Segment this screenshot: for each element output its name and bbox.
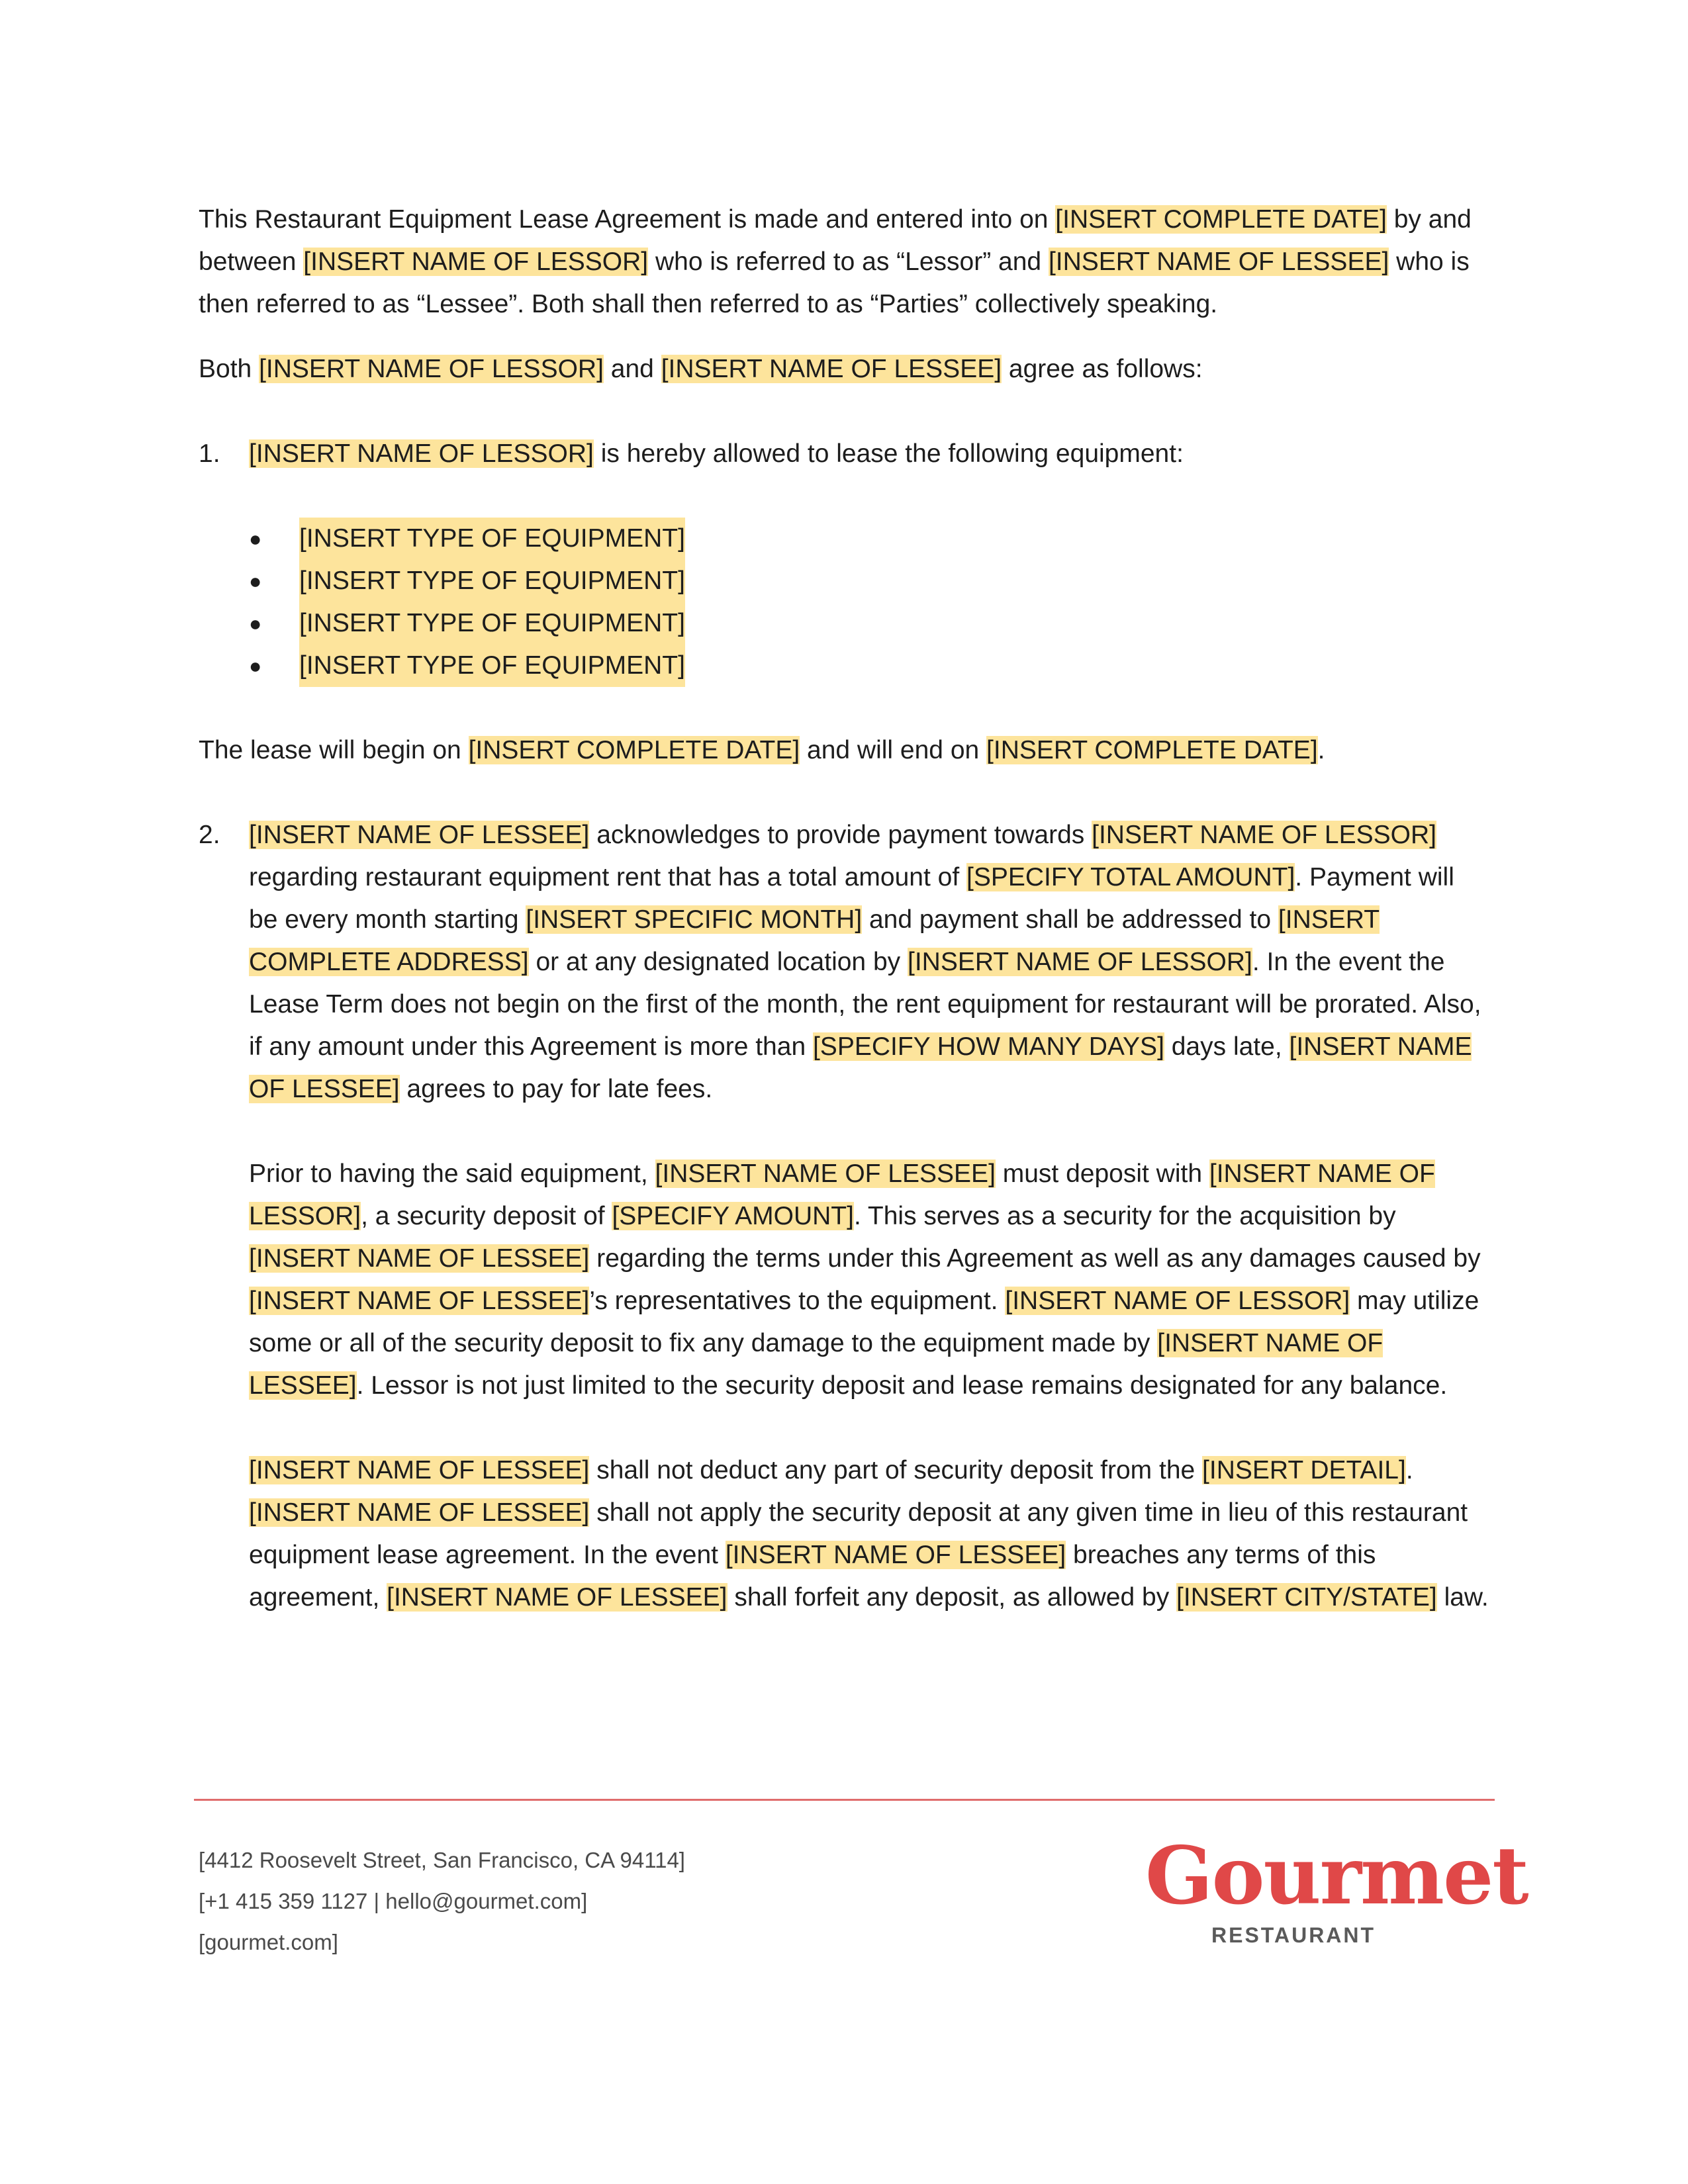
text: acknowledges to provide payment towards bbox=[589, 821, 1092, 849]
placeholder-equipment: [INSERT TYPE OF EQUIPMENT] bbox=[299, 602, 685, 645]
intro-text: who is referred to as “Lessor” and bbox=[648, 248, 1049, 276]
placeholder-address: [INSERT COMPLETE ADDRESS] bbox=[249, 905, 1380, 976]
placeholder-lessee: [INSERT NAME OF LESSEE] bbox=[725, 1541, 1066, 1569]
text: may utilize some or all of the security deposit to fix any damage to the equipment made by bbox=[249, 1287, 1479, 1357]
text: regarding the terms under this Agreement as well as any damages caused by bbox=[589, 1244, 1481, 1273]
list-item bbox=[199, 560, 1489, 602]
intro-text: who is then referred to as “Lessee”. Both shall then referred to as “Parties” collectively speaking. bbox=[199, 248, 1470, 318]
text: . Payment will be every month starting bbox=[249, 863, 1454, 934]
text: days late, bbox=[1164, 1032, 1289, 1061]
text: shall not deduct any part of security deposit from the bbox=[589, 1456, 1203, 1484]
placeholder-end-date: [INSERT COMPLETE DATE] bbox=[986, 736, 1318, 764]
placeholder-days: [SPECIFY HOW MANY DAYS] bbox=[812, 1032, 1164, 1061]
placeholder-start-date: [INSERT COMPLETE DATE] bbox=[468, 736, 800, 764]
placeholder-lessor: [INSERT NAME OF LESSOR] bbox=[1005, 1287, 1350, 1315]
intro-text: by and between bbox=[199, 205, 1472, 276]
clause-number: 2. bbox=[199, 821, 220, 849]
placeholder-lessee: [INSERT NAME OF LESSEE] bbox=[655, 1160, 996, 1188]
text: and will end on bbox=[800, 736, 987, 764]
bullet-icon: ● bbox=[249, 569, 262, 593]
placeholder-lessor: [INSERT NAME OF LESSOR] bbox=[249, 1160, 1435, 1230]
placeholder-equipment: [INSERT TYPE OF EQUIPMENT] bbox=[299, 560, 685, 602]
footer-website: [gourmet.com] bbox=[199, 1930, 338, 1954]
text: . In the event the Lease Term does not begin on the first of the month, the rent equipment for restaurant will be prorated. Also, if any amount under this Agreement is more than bbox=[249, 948, 1481, 1061]
placeholder-date: [INSERT COMPLETE DATE] bbox=[1055, 205, 1387, 234]
intro-paragraph bbox=[199, 199, 1489, 326]
placeholder-amount: [SPECIFY AMOUNT] bbox=[612, 1202, 854, 1230]
clause-number: 1. bbox=[199, 439, 220, 468]
placeholder-month: [INSERT SPECIFIC MONTH] bbox=[526, 905, 863, 934]
lease-term-paragraph bbox=[199, 729, 1489, 772]
placeholder-lessee: [INSERT NAME OF LESSEE] bbox=[249, 1287, 590, 1315]
placeholder-detail: [INSERT DETAIL] bbox=[1202, 1456, 1406, 1484]
placeholder-lessor: [INSERT NAME OF LESSOR] bbox=[303, 248, 649, 276]
placeholder-lessor: [INSERT NAME OF LESSOR] bbox=[1092, 821, 1436, 849]
equipment-list bbox=[199, 518, 1489, 687]
placeholder-lessee: [INSERT NAME OF LESSEE] bbox=[249, 1032, 1472, 1103]
gourmet-logo bbox=[1139, 1829, 1528, 1952]
payment-paragraph bbox=[249, 814, 1489, 1111]
text: Both bbox=[199, 355, 259, 383]
forfeit-paragraph bbox=[249, 1449, 1489, 1619]
intro-text: This Restaurant Equipment Lease Agreement is made and entered into on bbox=[199, 205, 1056, 234]
placeholder-lessor: [INSERT NAME OF LESSOR] bbox=[907, 948, 1252, 976]
text: . bbox=[1317, 736, 1325, 764]
footer-divider bbox=[194, 1799, 1495, 1801]
text: agree as follows: bbox=[1002, 355, 1203, 383]
clause-2 bbox=[199, 814, 1489, 1619]
text: . bbox=[1405, 1456, 1413, 1484]
agreement-paragraph bbox=[199, 348, 1489, 390]
text: . This serves as a security for the acquisition by bbox=[853, 1202, 1396, 1230]
placeholder-lessee: [INSERT NAME OF LESSEE] bbox=[249, 821, 590, 849]
placeholder-equipment: [INSERT TYPE OF EQUIPMENT] bbox=[299, 518, 685, 560]
placeholder-lessee: [INSERT NAME OF LESSEE] bbox=[249, 1498, 590, 1527]
placeholder-city-state: [INSERT CITY/STATE] bbox=[1176, 1583, 1437, 1612]
text: is hereby allowed to lease the following equipment: bbox=[593, 439, 1184, 468]
text: Prior to having the said equipment, bbox=[249, 1160, 655, 1188]
text: , a security deposit of bbox=[361, 1202, 612, 1230]
bullet-icon: ● bbox=[249, 612, 262, 635]
text: and payment shall be addressed to bbox=[862, 905, 1278, 934]
placeholder-lessor: [INSERT NAME OF LESSOR] bbox=[259, 355, 604, 383]
footer-phone-email: [+1 415 359 1127 | hello@gourmet.com] bbox=[199, 1889, 588, 1913]
agreement-body bbox=[199, 199, 1489, 1619]
text: or at any designated location by bbox=[528, 948, 908, 976]
placeholder-lessee: [INSERT NAME OF LESSEE] bbox=[661, 355, 1002, 383]
placeholder-lessee: [INSERT NAME OF LESSEE] bbox=[387, 1583, 727, 1612]
placeholder-lessee: [INSERT NAME OF LESSEE] bbox=[1048, 248, 1389, 276]
logo-wordmark: Gourmet bbox=[1145, 1829, 1528, 1923]
footer-contact bbox=[199, 1840, 685, 1963]
placeholder-lessor: [INSERT NAME OF LESSOR] bbox=[249, 439, 594, 468]
text: The lease will begin on bbox=[199, 736, 469, 764]
text: breaches any terms of this agreement, bbox=[249, 1541, 1376, 1612]
list-item bbox=[199, 645, 1489, 687]
bullet-icon: ● bbox=[249, 527, 262, 551]
text: shall forfeit any deposit, as allowed by bbox=[727, 1583, 1177, 1612]
text: agrees to pay for late fees. bbox=[399, 1075, 713, 1103]
text: law. bbox=[1436, 1583, 1489, 1612]
text: and bbox=[603, 355, 661, 383]
placeholder-lessee: [INSERT NAME OF LESSEE] bbox=[249, 1456, 590, 1484]
text: must deposit with bbox=[995, 1160, 1209, 1188]
placeholder-lessee: [INSERT NAME OF LESSEE] bbox=[249, 1329, 1383, 1400]
bullet-icon: ● bbox=[249, 654, 262, 678]
text: . Lessor is not just limited to the security deposit and lease remains designated for any balance. bbox=[356, 1371, 1448, 1400]
text: regarding restaurant equipment rent that has a total amount of bbox=[249, 863, 967, 891]
text: ’s representatives to the equipment. bbox=[589, 1287, 1006, 1315]
footer-address: [4412 Roosevelt Street, San Francisco, CA 94114] bbox=[199, 1848, 685, 1872]
placeholder-total-amount: [SPECIFY TOTAL AMOUNT] bbox=[966, 863, 1295, 891]
text: shall not apply the security deposit at any given time in lieu of this restaurant equipment lease agreement. In the event bbox=[249, 1498, 1468, 1569]
list-item bbox=[199, 518, 1489, 560]
logo-subtitle: RESTAURANT bbox=[1211, 1923, 1376, 1947]
deposit-paragraph bbox=[249, 1153, 1489, 1407]
list-item bbox=[199, 602, 1489, 645]
placeholder-lessee: [INSERT NAME OF LESSEE] bbox=[249, 1244, 590, 1273]
placeholder-equipment: [INSERT TYPE OF EQUIPMENT] bbox=[299, 645, 685, 687]
clause-1 bbox=[199, 433, 1489, 475]
